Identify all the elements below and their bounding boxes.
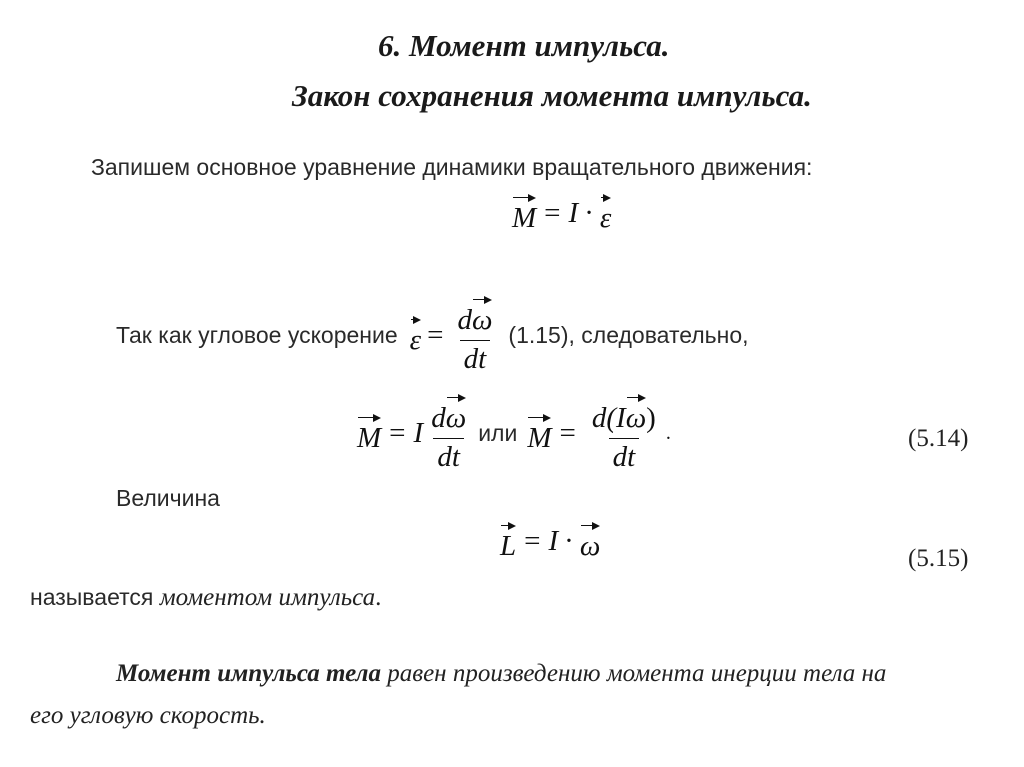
vector-M: M <box>512 194 536 233</box>
called-line <box>30 584 381 612</box>
equals-sign: = <box>559 417 576 450</box>
fraction <box>427 394 470 474</box>
since-text-before: Так как угловое ускорение <box>116 322 398 349</box>
fraction-denominator: dt <box>460 340 491 376</box>
vector-omega: ω <box>446 394 466 433</box>
equals-sign: = <box>389 417 406 450</box>
equation-5-15 <box>500 522 600 561</box>
dot-operator: · <box>584 197 594 229</box>
equation-dynamics <box>512 194 611 233</box>
dot-operator: · <box>564 525 574 557</box>
intro-text: Запишем основное уравнение динамики вращательного движения: <box>91 154 813 180</box>
vector-epsilon: ε <box>600 194 611 233</box>
vector-omega: ω <box>580 522 600 561</box>
vector-epsilon: ε <box>410 316 421 355</box>
symbol-I: I <box>548 525 559 557</box>
numerator-open: d( <box>591 402 617 434</box>
fraction <box>588 394 660 474</box>
section-title: 6. Момент импульса. <box>378 28 670 63</box>
symbol-I: I <box>413 417 424 450</box>
vector-M: M <box>357 414 381 453</box>
section-subtitle: Закон сохранения момента импульса. <box>292 78 812 113</box>
since-text-after: (1.15), следовательно, <box>508 322 749 349</box>
symbol-I: I <box>568 197 579 229</box>
equation-number-5-14: (5.14) <box>908 425 969 452</box>
equals-sign: = <box>544 197 561 229</box>
differential-d: d <box>431 402 446 434</box>
quantity-text: Величина <box>116 485 220 511</box>
definition-line-2: его угловую скорость. <box>30 702 266 729</box>
or-word: или <box>478 420 518 447</box>
since-line <box>116 296 749 376</box>
definition-text: равен произведению момента инерции тела на <box>380 660 887 687</box>
equals-sign: = <box>524 525 541 557</box>
fraction-denominator: dt <box>433 438 464 474</box>
equation-5-14 <box>357 394 671 474</box>
called-suffix: . <box>375 584 382 611</box>
symbol-I: I <box>616 402 626 434</box>
equation-angular-acceleration <box>410 296 501 376</box>
period: . <box>665 422 671 445</box>
vector-omega: ω <box>472 296 492 335</box>
fraction-denominator: dt <box>609 438 640 474</box>
definition-term: Момент импульса тела <box>116 660 381 687</box>
fraction <box>453 296 496 376</box>
numerator-close: ) <box>646 402 656 434</box>
definition-line-1 <box>116 660 886 688</box>
vector-M: M <box>527 414 551 453</box>
differential-d: d <box>457 304 472 336</box>
vector-omega: ω <box>626 394 646 433</box>
equation-number-5-15: (5.15) <box>908 545 969 572</box>
called-term: моментом импульса <box>159 584 376 611</box>
equals-sign: = <box>427 319 444 352</box>
called-prefix: называется <box>30 584 160 610</box>
vector-L: L <box>500 522 516 561</box>
